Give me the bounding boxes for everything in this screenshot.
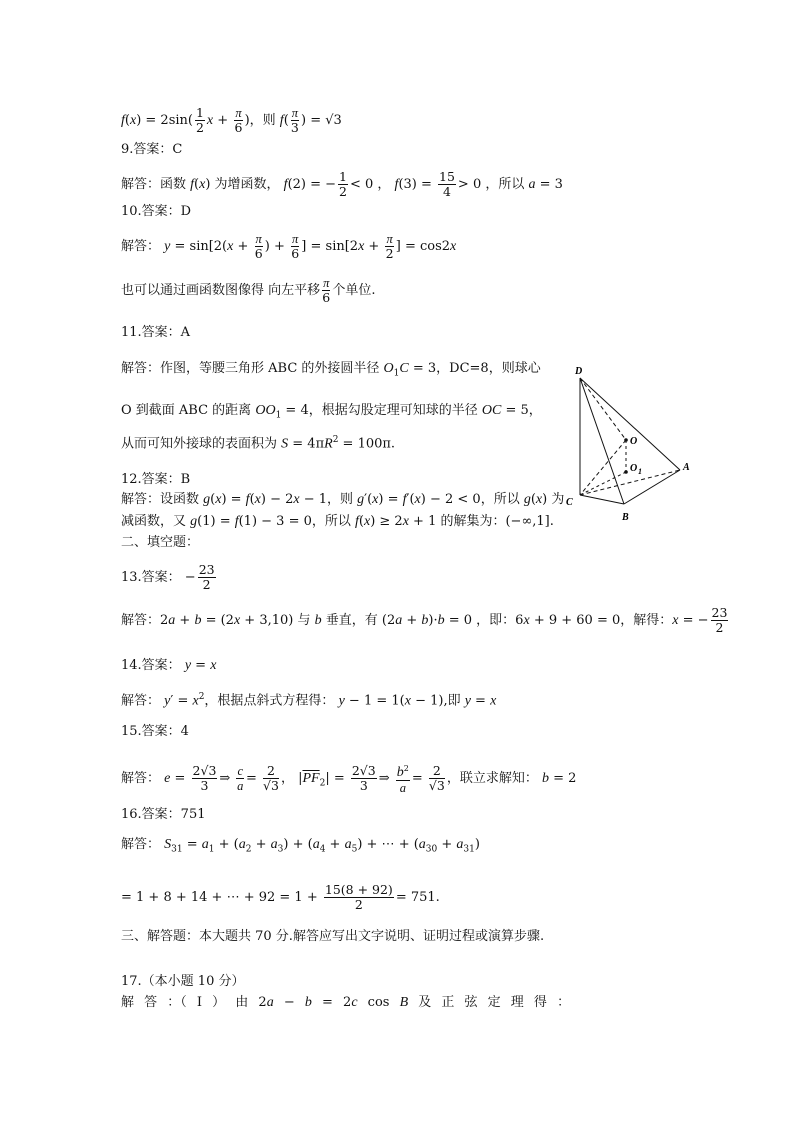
line-OC [580,440,626,495]
section-solutions: 三、解答题：本大题共 70 分.解答应写出文字说明、证明过程或演算步骤. [121,929,545,944]
pyramid-figure [560,360,710,530]
solution-12-line1: 解答：设函数 g(x) = f(x) − 2x − 1，则 g′(x) = f′(x) − 2 < 0，所以 g(x) 为 [121,492,565,507]
solution-11-line2: O 到截面 ABC 的距离 $OO_1 = 4$，根据勾股定理可知球的半径 OC = 5， [121,403,542,421]
line-O1C [580,472,626,495]
label-A: A [683,462,690,473]
solution-13: 解答：2a + b = (2x + 3,10) 与 b 垂直，有 (2a + b)·b = 0 ，即：6x + 9 + 60 = 0，解得：x = − $\frac{23}{2}$ [121,605,728,635]
label-B: B [622,512,629,523]
label-O: O [630,436,638,447]
solution-12-line2: 减函数，又 g(1) = f(1) − 3 = 0，所以 f(x) ≥ 2x + 1 的解集为：(−∞,1]. [121,514,554,529]
label-O1: O [630,463,638,474]
solution-16-line2: = 1 + 8 + 14 + ⋯ + 92 = 1 + $\frac{15(8 + 92)}{2}$ = 751. [121,882,440,912]
point-O1 [624,470,628,474]
line-DO [580,378,626,440]
solution-10-note: 也可以通过画函数图像得 向左平移 $\frac{\pi}{6}$ 个单位. [121,276,376,305]
solution-14: 解答： $y' = x^2$，根据点斜式方程得： y − 1 = 1(x − 1),即 y = x [121,692,497,709]
edge-CB [580,495,624,504]
solution-15: 解答： e = $\frac{2√3}{3}$ ⇒ $\frac{c}{a}$ = $\frac{2}{√3}$ ， $|\overline{PF}_2|$ = $\frac{2√3}{3}$ ⇒ $\frac{b^2}{a}$ = $\frac{2}{√3}$ ，联立求解知： b = 2 [121,763,577,796]
edge-DB [580,378,624,504]
solution-11-line3: 从而可知外接球的表面积为 $S = 4\pi R^2 = 100\pi$. [121,435,396,452]
label-C: C [566,497,573,508]
answer-12: 12.答案：B [121,472,191,487]
answer-15: 15.答案：4 [121,724,189,739]
section-fill-in: 二、填空题： [121,535,200,550]
label-D: D [575,366,583,377]
problem-17-solution: 解 答 ：（ Ⅰ ） 由 2a − b = 2c cos B 及 正 弦 定 理 得 ： [121,995,571,1010]
solution-10: 解答： y = sin[2(x + $\frac{\pi}{6}$ ) + $\frac{\pi}{6}$ ] = sin[2x + $\frac{\pi}{2}$ ] = cos2x [121,232,457,261]
solution-9: 解答：函数 f(x) 为增函数， f(2) = − $\frac{1}{2}$ < 0 ， f(3) = $\frac{15}{4}$ > 0 ，所以 a = 3 [121,169,563,199]
problem-17-header: 17.（本小题 10 分） [121,974,245,989]
label-O1-sub: 1 [638,467,642,476]
formula-line-f: f(x) = 2sin( $\frac{1}{2}$ x + $\frac{\pi}{6}$ )，则 f( $\frac{\pi}{3}$ ) = √3 [121,105,342,135]
edge-DA [580,378,680,470]
edge-BA [624,470,680,504]
answer-10: 10.答案：D [121,204,192,219]
answer-11: 11.答案：A [121,325,191,340]
solution-11-line1: 解答：作图，等腰三角形 ABC 的外接圆半径 $O_1C = 3$，DC=8，则球心 [121,361,541,379]
answer-16: 16.答案：751 [121,807,206,822]
solution-16-line1: 解答： $S_{31} = a_1 + (a_2 + a_3) + (a_4 + a_5)$ + ⋯ + $(a_{30} + a_{31})$ [121,837,480,855]
answer-14: 14.答案： y = x [121,658,217,673]
answer-9: 9.答案：C [121,142,183,157]
answer-13: 13.答案： − $\frac{23}{2}$ [121,562,215,592]
point-O [624,438,628,442]
